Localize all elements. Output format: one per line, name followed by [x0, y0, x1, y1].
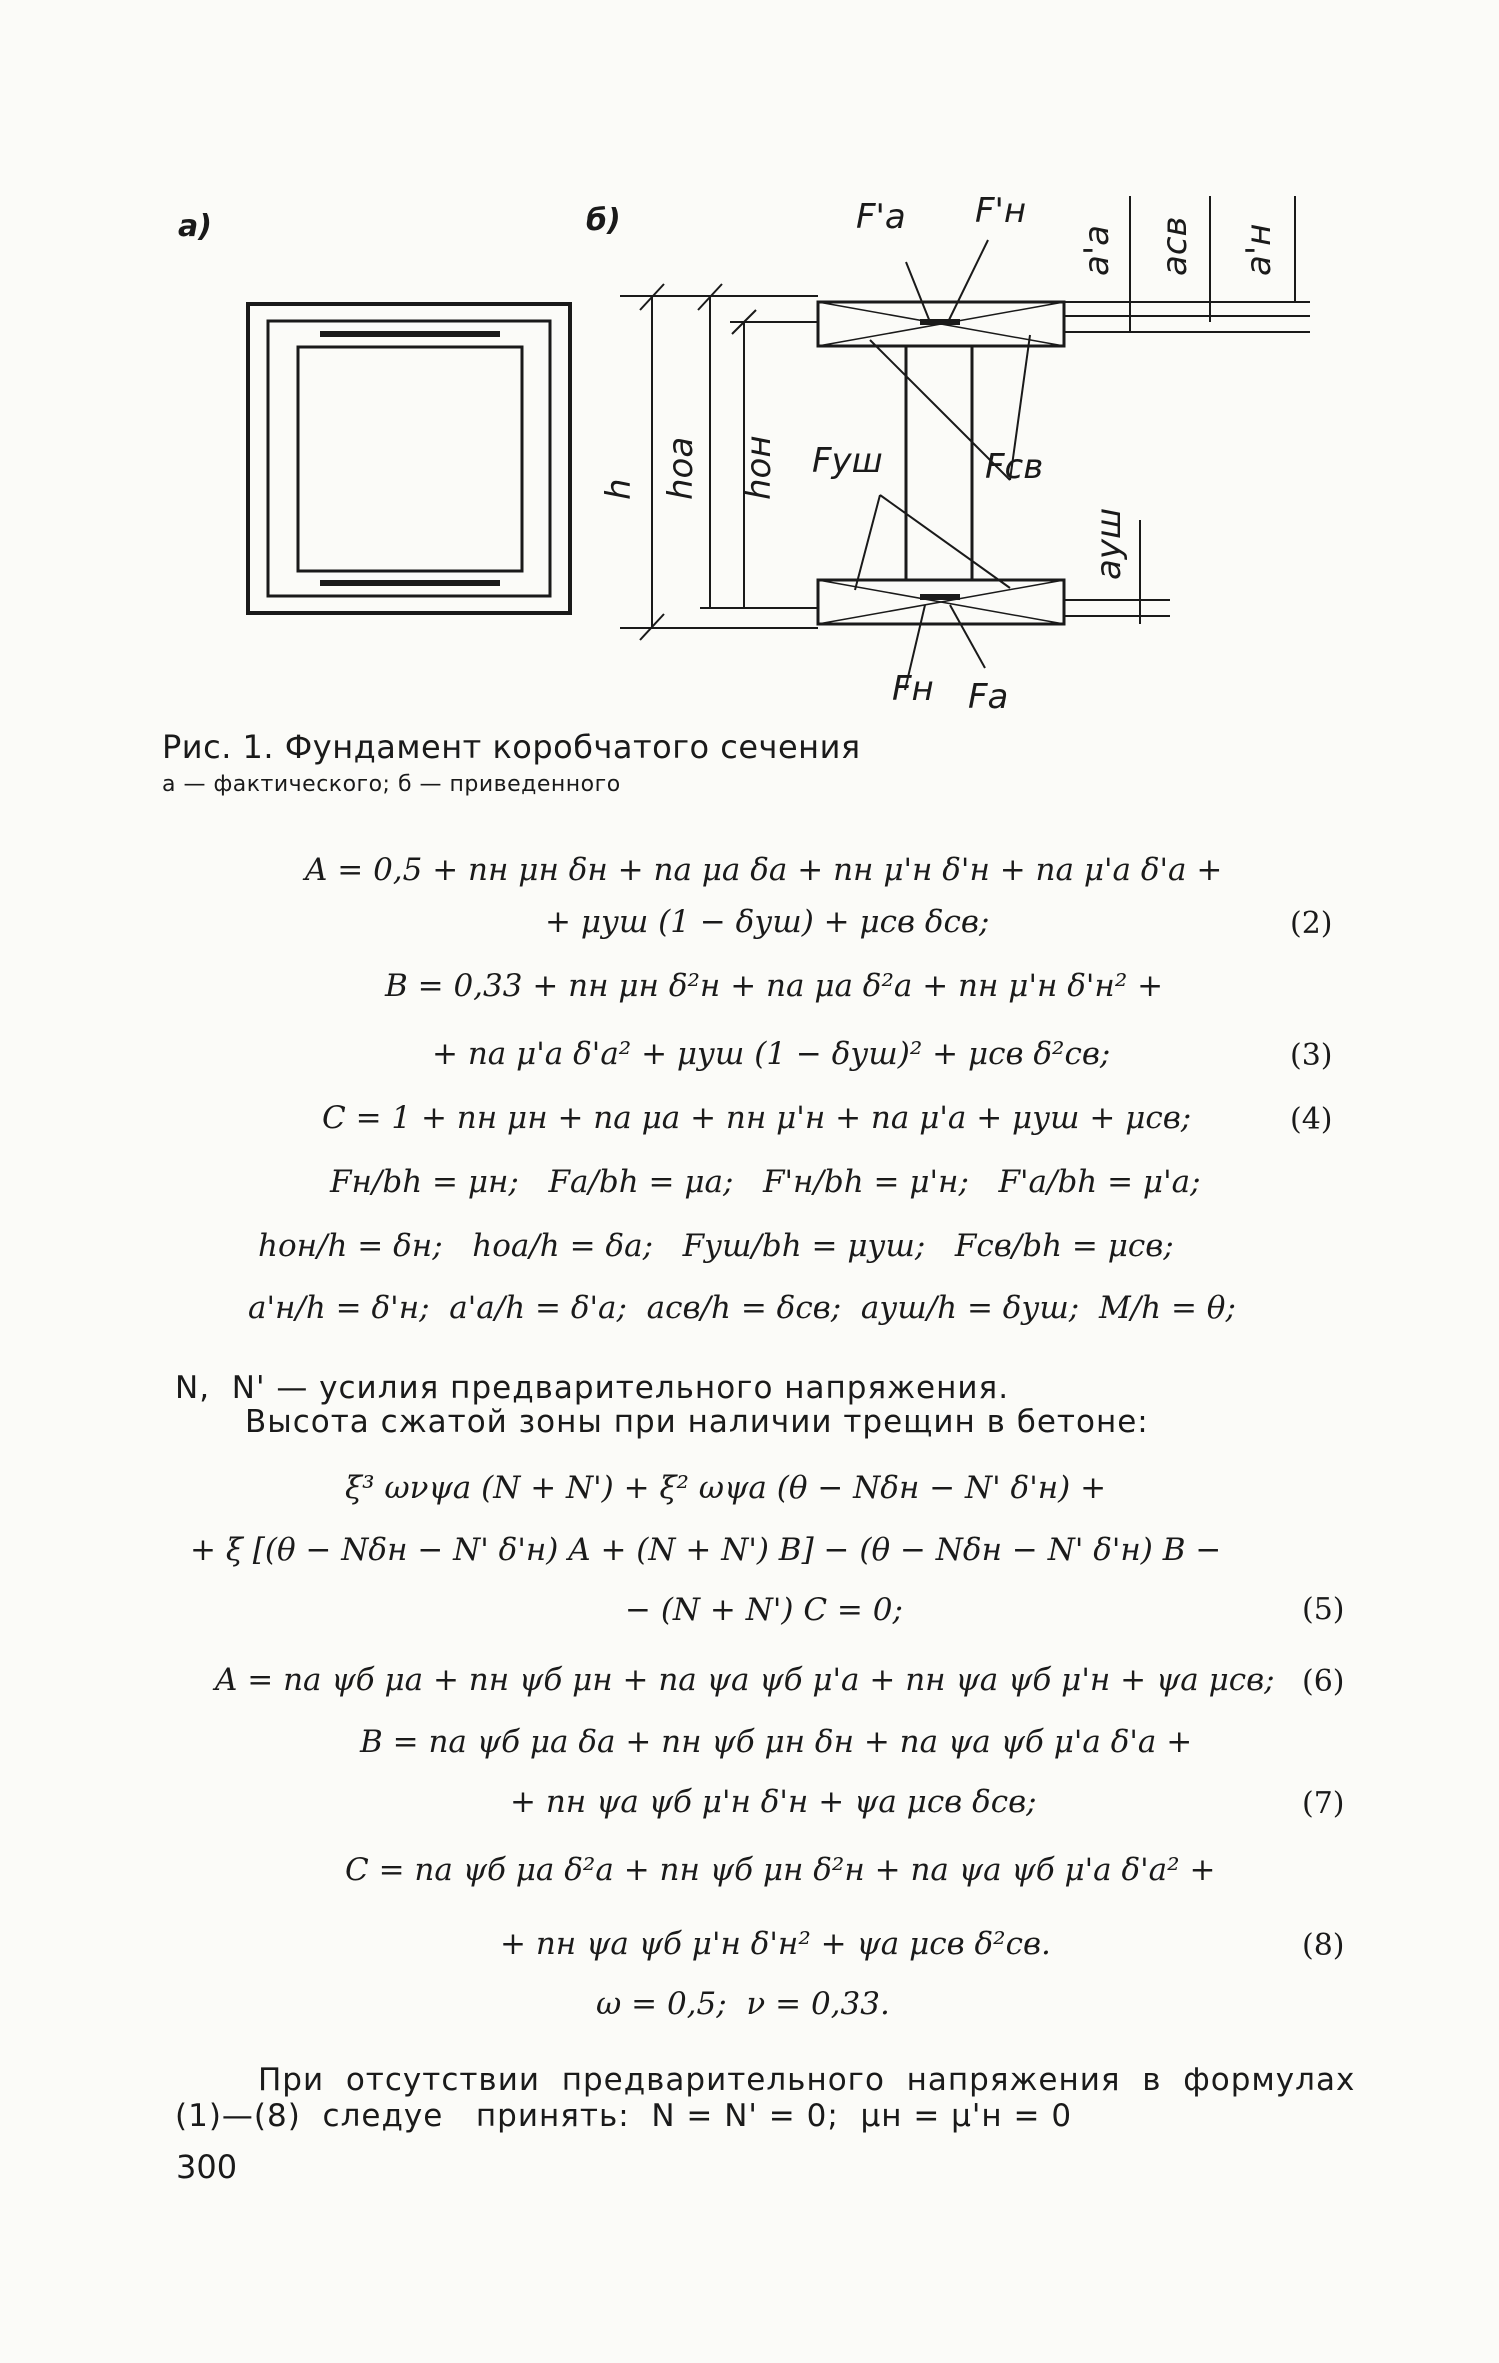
- equation-line: − (N + N') C = 0;: [625, 1592, 903, 1628]
- final-paragraph-line-1: При отсутствии предварительного напряжения в формулах: [258, 2062, 1356, 2098]
- panel-a-label: а): [178, 209, 212, 244]
- equation-line: ω = 0,5; ν = 0,33.: [596, 1986, 890, 2022]
- label-f-ush: Fуш: [812, 441, 883, 481]
- equation-number: (6): [1302, 1664, 1345, 1699]
- text-forces: N, N' — усилия предварительного напряжения.: [175, 1370, 1010, 1406]
- final-paragraph-line-2: (1)—(8) следуе принять: N = N' = 0; μн = μ'н = 0: [175, 2098, 1073, 2134]
- label-fn-bottom: Fн: [892, 669, 934, 709]
- equation-line: ξ³ ωνψа (N + N') + ξ² ωψа (θ − Nδн − N' δ'н) +: [345, 1470, 1107, 1506]
- equation-line: A = 0,5 + nн μн δн + nа μа δа + nн μ'н δ'н + nа μ'а δ'а +: [305, 852, 1223, 888]
- label-fa-bottom: Fа: [968, 677, 1009, 717]
- equation-line: B = nа ψб μа δа + nн ψб μн δн + nа ψа ψб μ'а δ'а +: [360, 1724, 1193, 1760]
- equation-number: (5): [1302, 1592, 1345, 1627]
- equation-line: C = nа ψб μа δ²а + nн ψб μн δ²н + nа ψа ψб μ'а δ'а² +: [345, 1852, 1216, 1888]
- label-a-n-prime: a'н: [1239, 223, 1279, 276]
- equation-line: + nн ψа ψб μ'н δ'н + ψа μсв δсв;: [510, 1784, 1037, 1820]
- dimension-lines-left: [620, 284, 818, 640]
- panel-b-label: б): [586, 203, 621, 238]
- text-compression-zone: Высота сжатой зоны при наличии трещин в бетоне:: [245, 1404, 1149, 1440]
- equation-line: + nн ψа ψб μ'н δ'н² + ψа μсв δ²св.: [500, 1926, 1051, 1962]
- equation-line: + ξ [(θ − Nδн − N' δ'н) A + (N + N') B] − (θ − Nδн − N' δ'н) B −: [190, 1532, 1222, 1568]
- label-fn-top: F'н: [975, 191, 1027, 231]
- equation-number: (7): [1302, 1786, 1345, 1821]
- equation-line: + nа μ'а δ'а² + μуш (1 − δуш)² + μсв δ²св;: [432, 1036, 1111, 1072]
- figure-caption: [162, 728, 861, 797]
- label-f-sv: Fсв: [985, 447, 1044, 487]
- caption-title: Рис. 1. Фундамент коробчатого сечения: [162, 728, 861, 766]
- caption-subtitle: а — фактического; б — приведенного: [162, 772, 621, 797]
- panel-a-section: [248, 304, 570, 613]
- equation-line: + μуш (1 − δуш) + μсв δсв;: [545, 904, 990, 940]
- label-h0n: hон: [739, 435, 779, 500]
- label-fa-top: F'а: [856, 197, 906, 237]
- equation-line: hон/h = δн; hоа/h = δа; Fуш/bh = μуш; Fсв/bh = μсв;: [258, 1228, 1174, 1264]
- label-h0a: hоа: [661, 436, 701, 500]
- figure-box-foundation: [0, 0, 1499, 720]
- equation-number: (2): [1290, 906, 1333, 941]
- equation-line: C = 1 + nн μн + nа μа + nн μ'н + nа μ'а + μуш + μсв;: [322, 1100, 1192, 1136]
- label-a-ush: aуш: [1089, 507, 1129, 580]
- page-number: 300: [176, 2148, 238, 2186]
- label-h: h: [599, 478, 639, 500]
- equation-line: a'н/h = δ'н; a'а/h = δ'а; aсв/h = δсв; aуш/h = δуш; M/h = θ;: [248, 1290, 1236, 1326]
- equation-number: (3): [1290, 1038, 1333, 1073]
- equation-line: A = nа ψб μа + nн ψб μн + nа ψа ψб μ'а + nн ψа ψб μ'н + ψа μсв;: [215, 1662, 1275, 1698]
- label-a-sv: aсв: [1155, 216, 1195, 276]
- equation-number: (4): [1290, 1102, 1333, 1137]
- label-a-a-prime: a'а: [1077, 224, 1117, 276]
- equation-line: B = 0,33 + nн μн δ²н + nа μа δ²а + nн μ'н δ'н² +: [385, 968, 1164, 1004]
- equation-line: Fн/bh = μн; Fа/bh = μа; F'н/bh = μ'н; F'а/bh = μ'а;: [330, 1164, 1201, 1200]
- equation-number: (8): [1302, 1928, 1345, 1963]
